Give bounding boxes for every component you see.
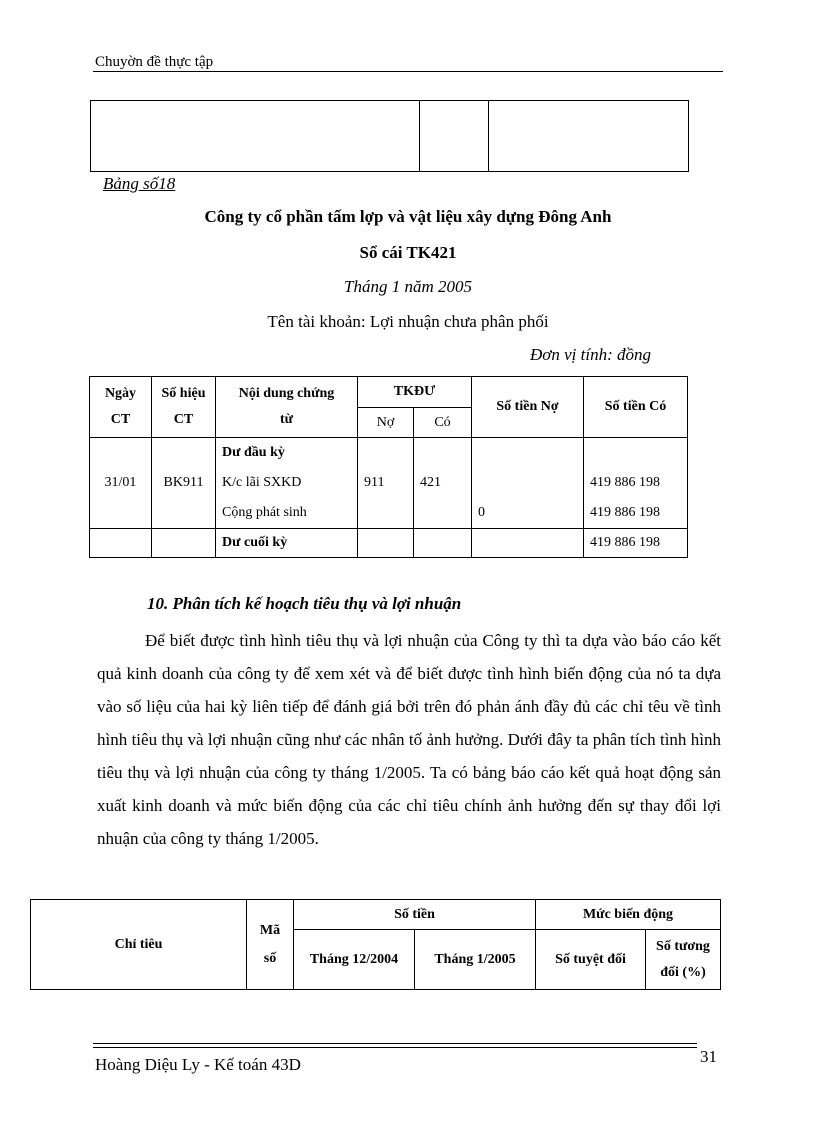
table-cell [420, 101, 489, 172]
page-number: 31 [700, 1047, 717, 1066]
table-cell: 911 [358, 438, 414, 529]
table-label: Bảng số18 [103, 174, 176, 193]
table-cell [90, 529, 152, 558]
header-tkdu: TKĐƯ [358, 377, 472, 408]
table-cell: 31/01 [90, 438, 152, 529]
footer-divider [93, 1043, 697, 1044]
table-cell: Dư đầu kỳ K/c lãi SXKD Cộng phát sinh [216, 438, 358, 529]
closing-balance-credit: 419 886 198 [584, 529, 688, 558]
table-cell [472, 529, 584, 558]
table-cell [414, 529, 472, 558]
ledger-title: Sổ cái TK421 [359, 243, 457, 262]
header-indicator: Chỉ tiêu [31, 900, 247, 990]
header-variation: Mức biến động [536, 900, 721, 930]
table-cell [489, 101, 689, 172]
header-code: Mã số [247, 900, 294, 990]
company-name: Công ty cổ phần tấm lợp và vật liệu xây dựng Đông Anh [204, 207, 612, 226]
header-content: Nội dung chứng từ [216, 377, 358, 438]
table-cell: 0 [472, 438, 584, 529]
table-cell [91, 101, 420, 172]
table-cell: 421 [414, 438, 472, 529]
table-cell: BK911 [152, 438, 216, 529]
header-absolute: Số tuyệt đối [536, 930, 646, 990]
header-debit: Số tiền Nợ [472, 377, 584, 438]
header-date: Ngày CT [90, 377, 152, 438]
ledger-period: Tháng 1 năm 2005 [344, 277, 472, 296]
body-paragraph: Để biết được tình hình tiêu thụ và lợi nhuận của Công ty thì ta dựa vào báo cáo kết quả kinh doanh của công ty để xem xét và để biết được tình hình biến động của nó ta dựa vào số liệu của hai kỳ liên tiếp để đánh giá bởi trên đó phản ánh đầy đủ các chỉ têu về tình hình tiêu thụ và lợi nhuận cũng như các nhân tố ảnh hưởng. Dưới đây ta phân tích tình hình tiêu thụ và lợi nhuận của công ty tháng 1/2005. Ta có bảng báo cáo kết quả hoạt động sản xuất kinh doanh và mức biến động của các chỉ tiêu chính ảnh hưởng đến sự thay đổi lợi nhuận của công ty tháng 1/2005. [97, 631, 721, 848]
section-heading: 10. Phân tích kế hoạch tiêu thụ và lợi nhuận [147, 594, 462, 613]
currency-unit: Đơn vị tính: đồng [530, 345, 651, 364]
ledger-table [89, 376, 688, 558]
table-cell: 419 886 198 419 886 198 [584, 438, 688, 529]
header-tk-no: Nợ [358, 408, 414, 438]
header-tk-co: Có [414, 408, 472, 438]
report-table [30, 899, 721, 990]
header-month-prev: Tháng 12/2004 [294, 930, 415, 990]
header-month-curr: Tháng 1/2005 [415, 930, 536, 990]
footer-author: Hoàng Diệu Ly - Kế toán 43D [95, 1055, 301, 1074]
account-name: Tên tài khoản: Lợi nhuận chưa phân phối [267, 312, 549, 331]
table-cell [152, 529, 216, 558]
continued-table-fragment [90, 100, 689, 172]
header-amount: Số tiền [294, 900, 536, 930]
header-divider [93, 71, 723, 72]
header-credit: Số tiền Có [584, 377, 688, 438]
table-cell [358, 529, 414, 558]
header-relative: Số tương đối (%) [646, 930, 721, 990]
header-doc-no: Số hiệu CT [152, 377, 216, 438]
closing-balance-label: Dư cuối kỳ [216, 529, 358, 558]
page-header-title: Chuyờn đề thực tập [95, 54, 214, 70]
footer-divider-thin [93, 1047, 697, 1048]
